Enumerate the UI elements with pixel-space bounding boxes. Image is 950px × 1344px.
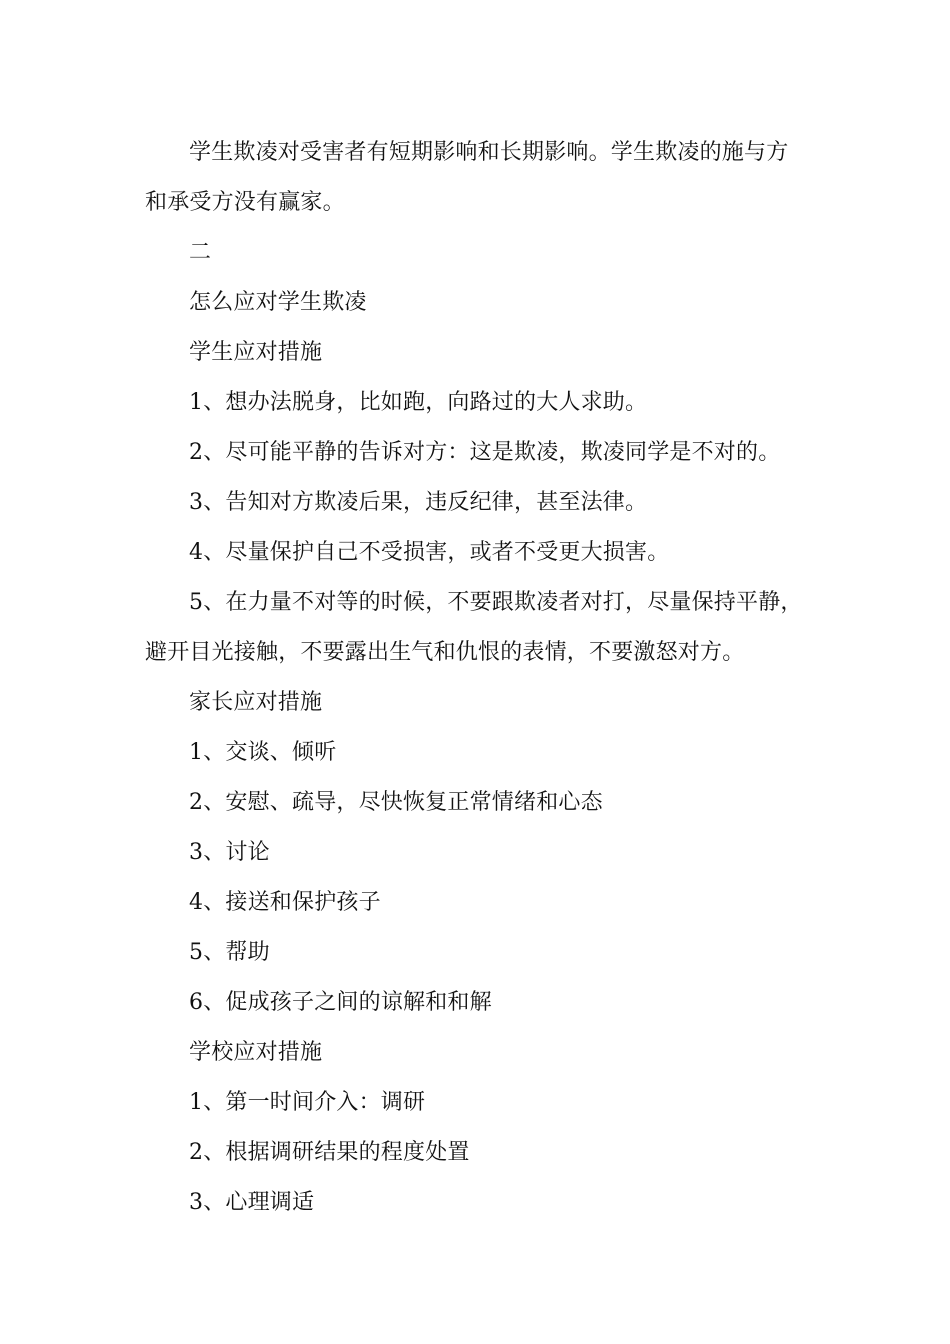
subsection-parent-measures: 家长应对措施 xyxy=(189,690,323,715)
subsection-student-measures: 学生应对措施 xyxy=(189,340,323,365)
section-title: 怎么应对学生欺凌 xyxy=(189,290,367,315)
parent-measure-2: 2、安慰、疏导，尽快恢复正常情绪和心态 xyxy=(189,790,603,815)
parent-measure-6: 6、促成孩子之间的谅解和和解 xyxy=(189,990,492,1015)
school-measure-3: 3、心理调适 xyxy=(189,1190,315,1215)
parent-measure-5: 5、帮助 xyxy=(189,940,270,965)
section-number: 二 xyxy=(189,240,212,265)
paragraph-bullying-effects: 学生欺凌对受害者有短期影响和长期影响。学生欺凌的施与方 xyxy=(189,140,789,165)
student-measure-1: 1、想办法脱身，比如跑，向路过的大人求助。 xyxy=(189,390,648,415)
parent-measure-1: 1、交谈、倾听 xyxy=(189,740,337,765)
parent-measure-4: 4、接送和保护孩子 xyxy=(189,890,381,915)
student-measure-2: 2、尽可能平静的告诉对方：这是欺凌，欺凌同学是不对的。 xyxy=(189,440,781,465)
student-measure-5-cont: 避开目光接触，不要露出生气和仇恨的表情，不要激怒对方。 xyxy=(145,640,745,665)
document-body xyxy=(145,128,810,1228)
student-measure-4: 4、尽量保护自己不受损害，或者不受更大损害。 xyxy=(189,540,670,565)
school-measure-2: 2、根据调研结果的程度处置 xyxy=(189,1140,470,1165)
student-measure-5: 5、在力量不对等的时候，不要跟欺凌者对打，尽量保持平静， xyxy=(189,590,803,615)
student-measure-3: 3、告知对方欺凌后果，违反纪律，甚至法律。 xyxy=(189,490,648,515)
subsection-school-measures: 学校应对措施 xyxy=(189,1040,323,1065)
school-measure-1: 1、第一时间介入：调研 xyxy=(189,1090,426,1115)
parent-measure-3: 3、讨论 xyxy=(189,840,270,865)
paragraph-bullying-effects-cont: 和承受方没有赢家。 xyxy=(145,190,345,215)
